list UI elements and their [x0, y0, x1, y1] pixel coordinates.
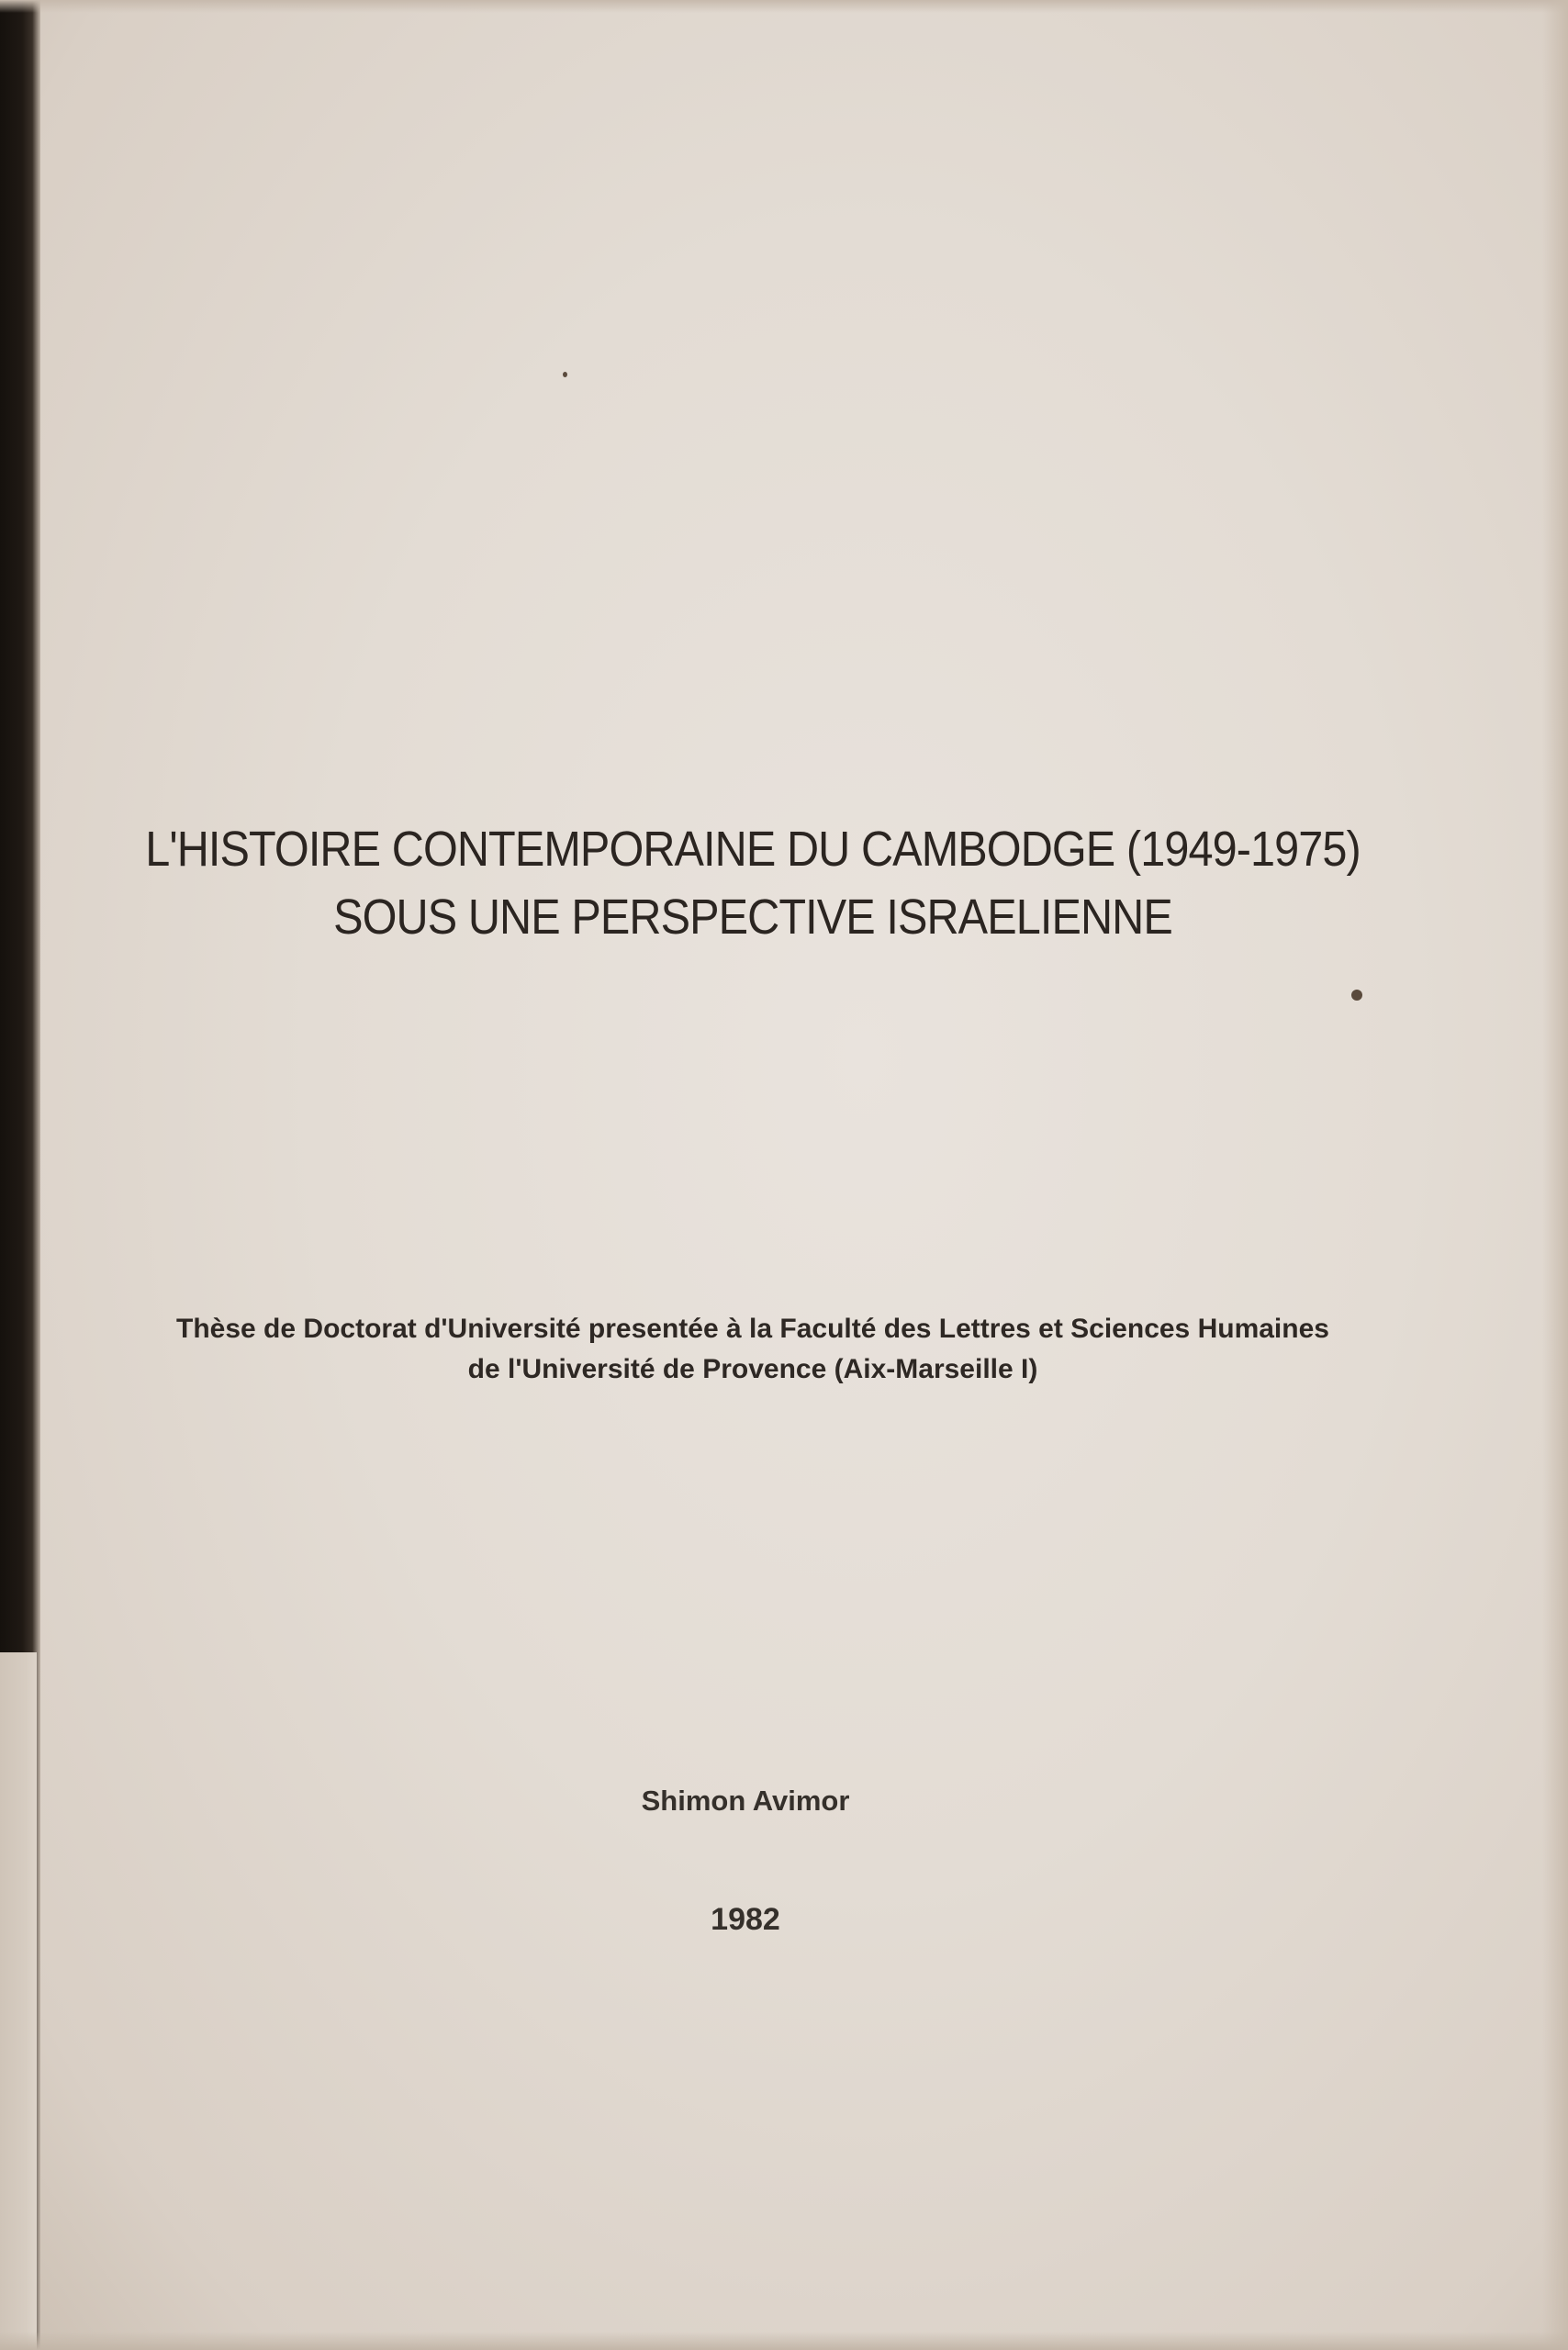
title-line-2: SOUS UNE PERSPECTIVE ISRAELIENNE: [333, 890, 1172, 945]
author-name: Shimon Avimor: [641, 1785, 850, 1817]
thesis-description: [55, 1309, 1450, 1390]
ink-speck: [1351, 990, 1362, 1001]
publication-year: 1982: [711, 1902, 780, 1937]
spine-edge-worn: [0, 1652, 37, 2350]
subtitle-line-1: Thèse de Doctorat d'Université presentée à la Faculté des Lettres et Sciences Humaines: [176, 1314, 1329, 1344]
top-edge-shadow: [0, 0, 1568, 13]
cover-title: [46, 815, 1460, 951]
title-line-1: L'HISTOIRE CONTEMPORAINE DU CAMBODGE (1949-1975): [145, 822, 1361, 877]
subtitle-line-2: de l'Université de Provence (Aix-Marseille I): [467, 1354, 1038, 1384]
right-edge-shadow: [1542, 0, 1568, 2350]
bottom-edge-shadow: [0, 2332, 1568, 2350]
ink-speck: [563, 372, 567, 377]
